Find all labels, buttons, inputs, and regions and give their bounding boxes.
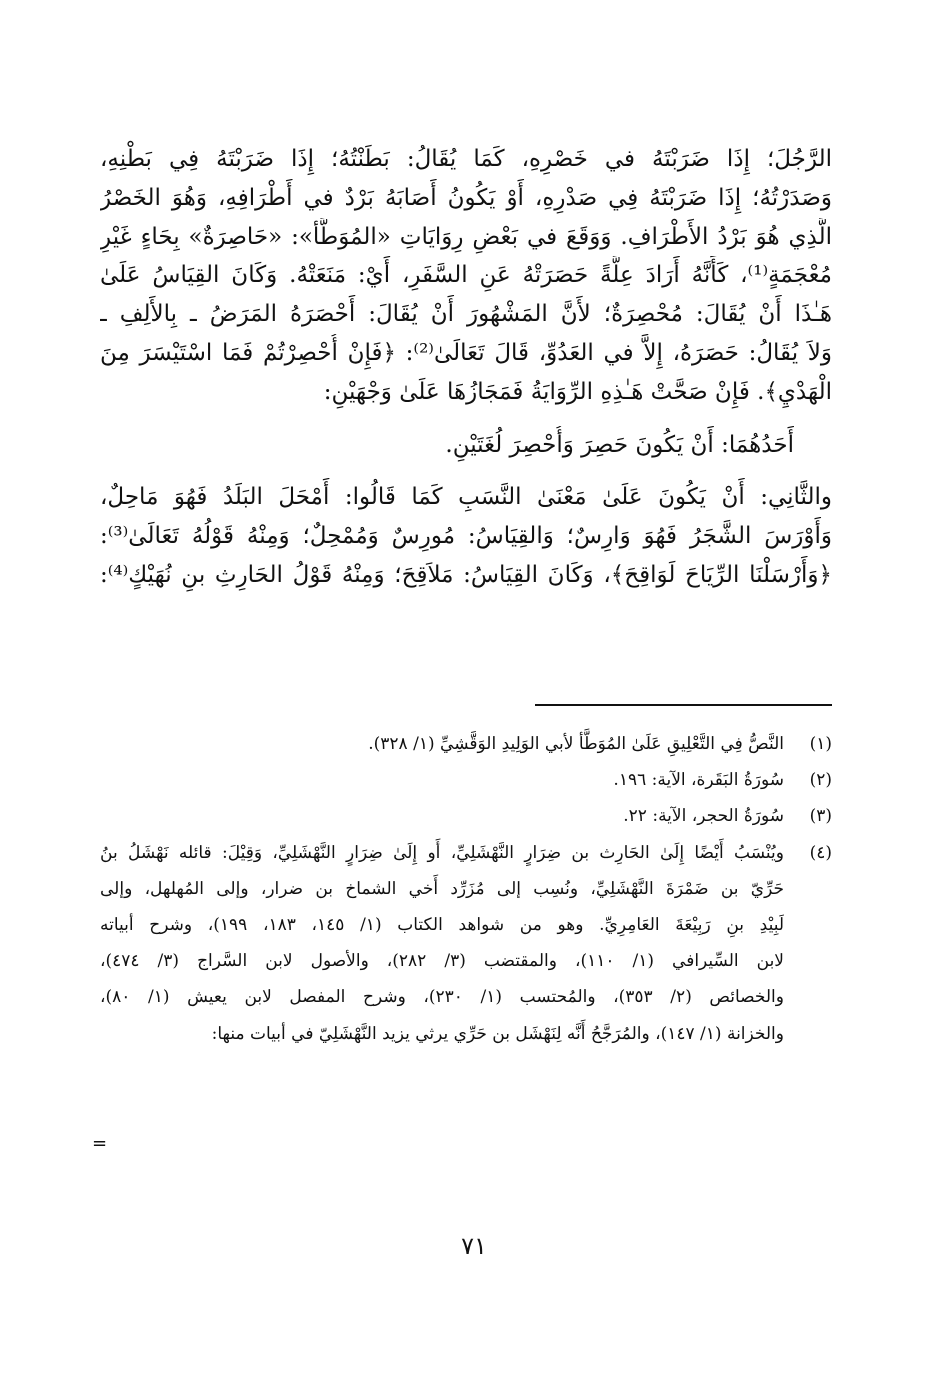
main-text <box>100 140 832 595</box>
footnotes <box>100 726 832 1052</box>
footnote-line: ويُنْسَبُ أَيْضًا إِلَىٰ الحَارِث بن ضِرَارٍ النَّهْشَلِيِّ، أَو إِلَىٰ ضِرَارٍ النَّهْشَلِيِّ، وَقِيْلَ: قائله نَهْشَلُ بنُ <box>100 842 784 863</box>
footnote-1 <box>100 726 832 762</box>
footnote-2 <box>100 762 832 798</box>
footnote-text <box>100 798 784 834</box>
text-line: وَصَدَرْتُهُ؛ إِذَا ضَرَبْتَهُ فِي صَدْرِهِ، أَوْ يَكُونُ أَصَابَهُ بَرْدٌ في أَطْرَافِهِ، وَهُوَ الخَصْرُ <box>100 184 832 211</box>
footnote-line: سُورَةُ الحجر، الآية: ٢٢. <box>623 806 784 827</box>
footnote-text <box>100 762 784 798</box>
paragraph-gap <box>100 464 832 478</box>
footnote-line: لابن السِّيرافي (١/ ١١٠)، والمقتضب (٣/ ٢٨٢)، والأصول لابن السَّراج (٣/ ٤٧٤)، <box>100 951 784 972</box>
footnote-number: (٣) <box>809 806 832 827</box>
text-line: ﴿وَأَرْسَلْنَا الرِّيَاحَ لَوَاقِحَ﴾، وَكَانَ القِيَاسُ: مَلاَقِحَ؛ وَمِنْهُ قَوْلُ الحَارِثِ بنِ نُهَيْكٍ⁽⁴⁾: <box>100 561 832 588</box>
text-line: أَحَدُهُمَا: أَنْ يَكُونَ حَصِرَ وَأُحْصِرَ لُغَتَيْنِ. <box>445 431 794 458</box>
footnote-number: (٤) <box>809 842 832 863</box>
text-line: مُعْجَمَةٍ⁽¹⁾، كَأَنَّهُ أَرَادَ عِلَّةً حَصَرَتْهُ عَنِ السَّفَرِ، أَيْ: مَنَعَتْهُ. وَكَانَ القِيَاسُ عَلَىٰ <box>100 262 832 289</box>
text-line: الَّذِي هُوَ بَرْدُ الأَطْرَافِ. وَوَقَعَ في بَعْضِ رِوَايَاتِ «المُوَطَّأ»: «حَاصِرَةٌ» بِحَاءٍ غَيْرِ <box>100 223 832 250</box>
page-number: ٧١ <box>461 1232 487 1260</box>
text-line: والثَّانِي: أَنْ يَكُونَ عَلَىٰ مَعْنَىٰ النَّسَبِ كَمَا قَالُوا: أَمْحَلَ البَلَدُ فَهُوَ مَاحِلٌ، <box>100 484 832 511</box>
footnote-line: النَّصُّ فِي التَّعْلِيقِ عَلَىٰ المُوَطَّأ لأبي الوَلِيدِ الوَقَّشِيِّ (١/ ٣٢٨). <box>368 734 784 754</box>
text-line: الرَّجُلَ؛ إِذَا ضَرَبْتَهُ في خَصْرِهِ، كَمَا يُقَالُ: بَطَنْتُهُ؛ إِذَا ضَرَبْتَهُ فِي بَطْنِهِ، <box>100 146 832 172</box>
text-line: وَأَوْرَسَ الشَّجَرُ فَهُوَ وَارِسٌ؛ وَالقِيَاسُ: مُورِسٌ وَمُمْحِلٌ؛ وَمِنْهُ قَوْلُهُ تَعَالَىٰ⁽³⁾: <box>100 523 832 550</box>
footnote-4 <box>100 835 832 1052</box>
footnote-text <box>100 726 784 762</box>
footnote-line: سُورَةُ البَقَرة، الآية: ١٩٦. <box>613 770 784 791</box>
footnote-line: والخصائص (٢/ ٣٥٣)، والمُحتسب (١/ ٢٣٠)، وشرح المفصل لابن يعيش (١/ ٨٠)، <box>100 987 784 1008</box>
footnote-text <box>100 835 784 1052</box>
paragraph-gap <box>100 412 832 426</box>
footnote-line: والخزانة (١/ ١٤٧)، والمُرَجَّحُ أَنَّه لِنَهْشَل بن حَرِّي يرثي يزيد النَّهْشَلِيّ في أبيات منها: <box>211 1023 784 1044</box>
continuation-mark: = <box>92 1133 108 1154</box>
text-line: وَلاَ يُقَالُ: حَصَرَهُ، إِلاَّ في العَدُوِّ، قَالَ تَعَالَىٰ⁽²⁾: ﴿فَإِنْ أُحْصِرْتُمْ فَمَا اسْتَيْسَرَ مِنَ <box>100 339 832 366</box>
text-line: هَـٰذَا أَنْ يُقَالَ: مُحْصِرَةٌ؛ لأَنَّ المَشْهُورَ أَنْ يُقَالَ: أَحْصَرَهُ المَرَضُ ـ بِالأَلِفِ ـ <box>100 301 832 328</box>
footnote-number: (١) <box>809 734 832 754</box>
footnote-3 <box>100 798 832 834</box>
footnote-line: لَبِيْدِ بنِ رَبِيْعَةَ العَامِرِيِّ. وهو من شواهد الكتاب (١/ ١٤٥، ١٨٣، ١٩٩)، وشرح أبياته <box>100 915 784 936</box>
paragraph-1 <box>100 140 832 412</box>
footnote-separator <box>535 704 832 706</box>
text-line: الْهَدْيِ﴾. فَإِنْ صَحَّتْ هَـٰذِهِ الرِّوَايَةُ فَمَجَازُهَا عَلَىٰ وَجْهَيْنِ: <box>323 378 832 405</box>
footnote-line: حَرِّيّ بن ضَمْرَةَ النَّهْشَلِيِّ، ونُسِب إلى مُزَرِّد أَخي الشماخ بن ضرار، وإلى المُهلهل، وإلى <box>100 878 784 899</box>
footnote-number: (٢) <box>809 770 832 791</box>
paragraph-3 <box>100 478 832 594</box>
paragraph-2 <box>100 426 832 465</box>
